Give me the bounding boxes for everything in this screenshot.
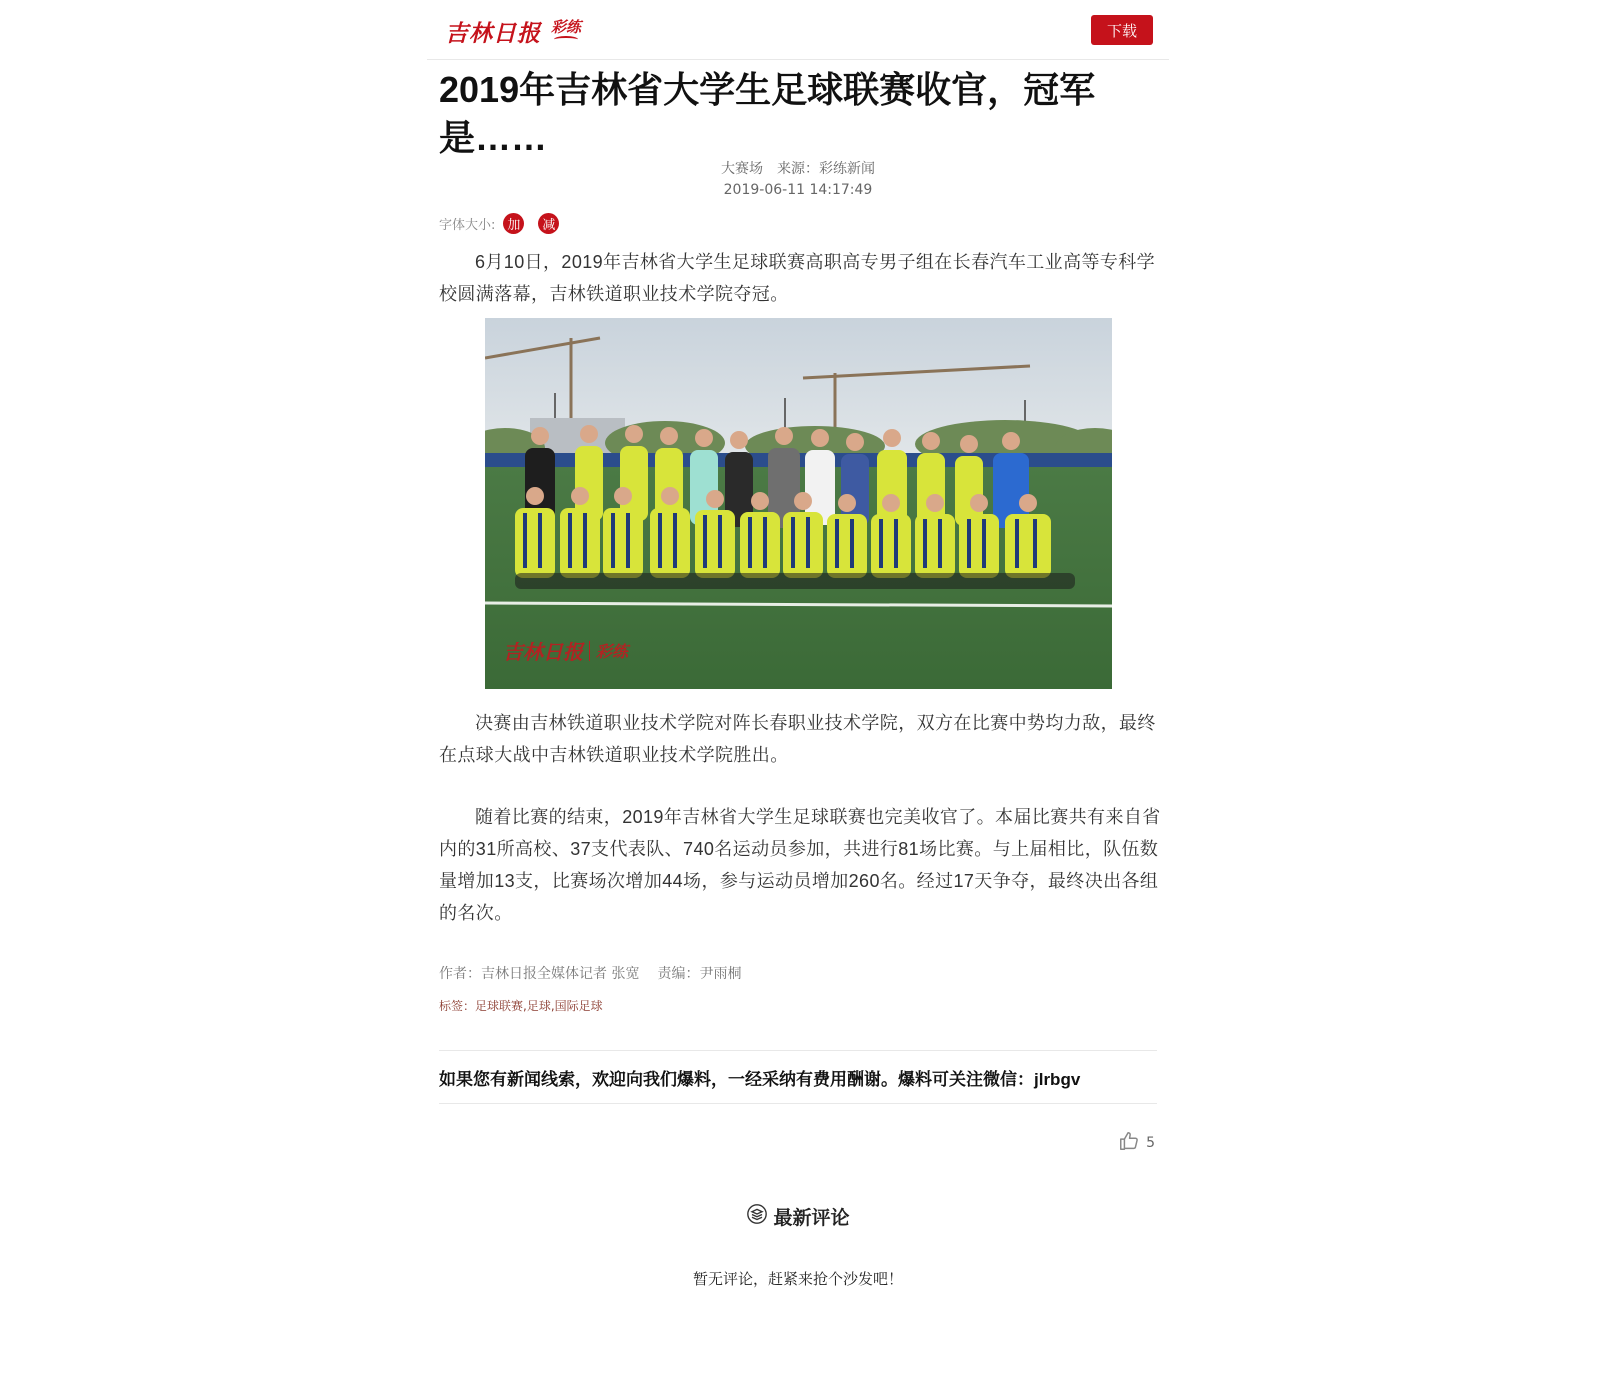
no-comment-text: 暂无评论，赶紧来抢个沙发吧！ <box>692 1270 903 1288</box>
photo-watermark <box>503 636 628 665</box>
logo-sub <box>551 19 581 43</box>
font-increase-button[interactable]: 加 <box>503 213 524 234</box>
download-button[interactable]: 下载 <box>1091 15 1153 45</box>
logo-swoosh <box>554 36 578 43</box>
like-button[interactable] <box>1118 1130 1155 1156</box>
editor-text: 责编：尹雨桐 <box>657 966 742 982</box>
logo-text: 吉林日报 <box>445 19 541 47</box>
article-meta <box>427 158 1169 178</box>
article-source: 来源：彩练新闻 <box>777 161 875 177</box>
like-count: 5 <box>1146 1135 1155 1151</box>
article-page <box>427 0 1169 1376</box>
logo-sub-text: 彩练 <box>551 18 582 36</box>
article-tags[interactable]: 标签：足球联赛,足球,国际足球 <box>439 999 603 1013</box>
article-paragraph: 6月10日，2019年吉林省大学生足球联赛高职高专男子组在长春汽车工业高等专科学校圆满落幕，吉林铁道职业技术学院夺冠。 <box>439 252 1156 304</box>
article-title: 2019年吉林省大学生足球联赛收官，冠军是…… <box>439 69 1096 158</box>
comments-heading-text: 最新评论 <box>773 1207 850 1229</box>
font-size-label: 字体大小: <box>439 218 496 233</box>
photo-watermark-text: 吉林日报 <box>503 640 583 664</box>
article-channel[interactable]: 大赛场 <box>721 161 763 177</box>
article-paragraph: 决赛由吉林铁道职业技术学院对阵长春职业技术学院，双方在比赛中势均力敌，最终在点球大战中吉林铁道职业技术学院胜出。 <box>439 713 1156 765</box>
team-photo-graphic <box>485 318 1112 689</box>
thumbs-up-icon <box>1118 1130 1140 1156</box>
article-credits <box>439 963 741 983</box>
font-size-control <box>439 213 559 234</box>
top-bar <box>427 0 1169 60</box>
photo-watermark-sub: 彩练 <box>596 642 629 661</box>
article-paragraph: 随着比赛的结束，2019年吉林省大学生足球联赛也完美收官了。本届比赛共有来自省内的31所高校、37支代表队、740名运动员参加，共进行81场比赛。与上届相比，队伍数量增加13支，比赛场次增加44场，参与运动员增加260名。经过17天争夺，最终决出各组的名次。 <box>439 807 1161 923</box>
article-datetime: 2019-06-11 14:17:49 <box>723 182 873 198</box>
author-text: 作者：吉林日报全媒体记者 张宽 <box>439 966 640 982</box>
watermark-divider <box>589 641 590 661</box>
team-photo <box>485 318 1112 689</box>
site-logo[interactable] <box>445 14 581 48</box>
font-decrease-button[interactable]: 减 <box>538 213 559 234</box>
comments-heading <box>427 1203 1169 1230</box>
news-tip-banner: 如果您有新闻线索，欢迎向我们爆料，一经采纳有费用酬谢。爆料可关注微信：jlrbgv <box>439 1050 1157 1104</box>
comment-stack-icon <box>746 1203 768 1230</box>
